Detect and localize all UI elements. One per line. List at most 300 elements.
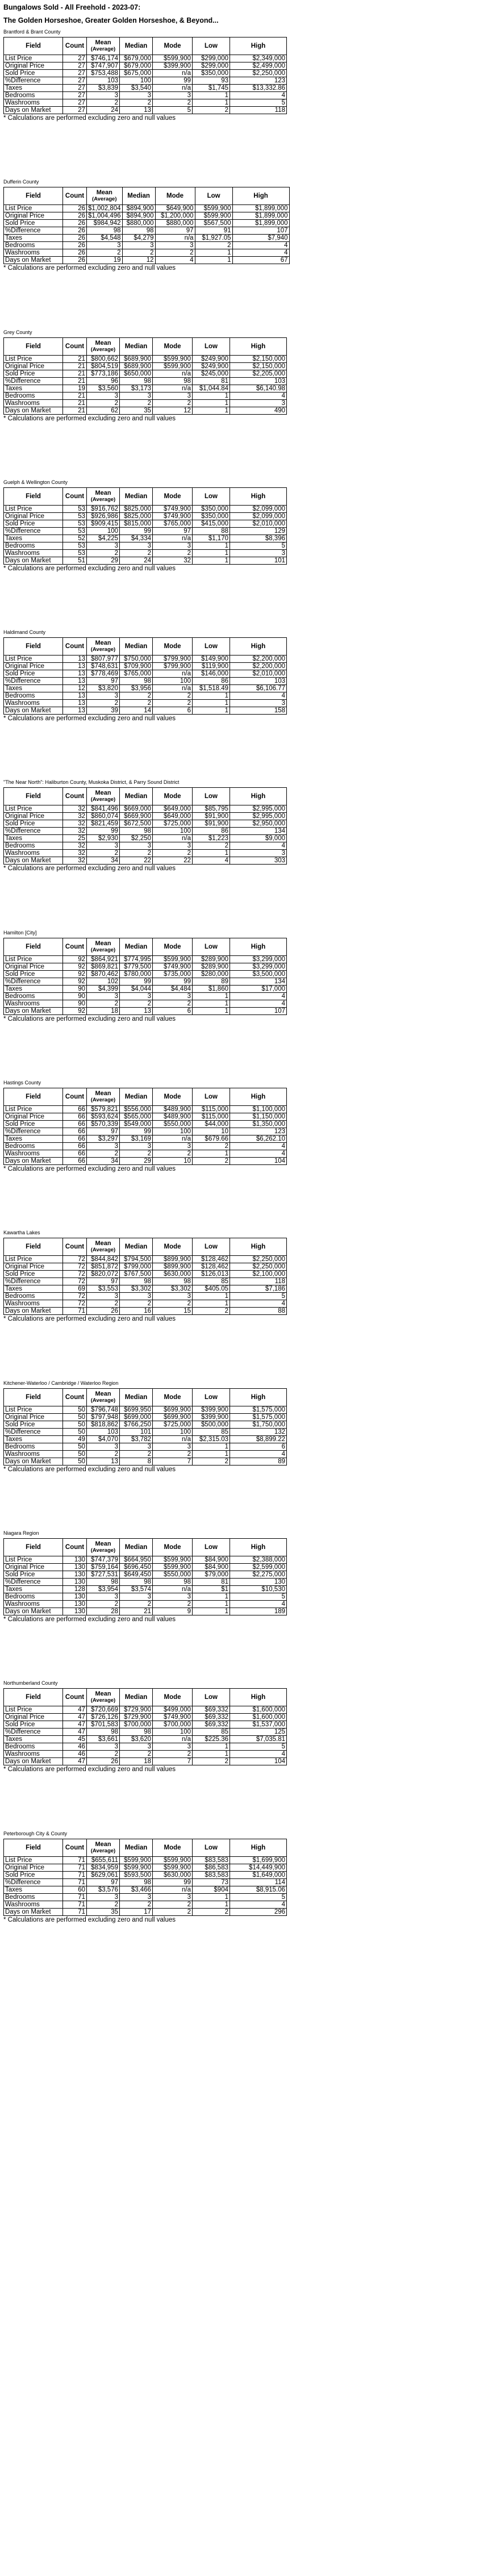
cell-low: $1,860	[193, 985, 230, 992]
cell-high: $1,649,000	[230, 1871, 287, 1878]
header-median: Median	[120, 788, 153, 805]
cell-mode: 98	[153, 1578, 193, 1585]
cell-field: List Price	[4, 505, 63, 512]
cell-low: $904	[193, 1886, 230, 1893]
cell-mode: 100	[153, 1428, 193, 1435]
cell-mean: 19	[87, 257, 123, 264]
table-row	[4, 212, 290, 220]
cell-high: 4	[230, 842, 287, 850]
cell-count: 26	[63, 220, 87, 227]
cell-high: $14,449,900	[230, 1864, 287, 1871]
cell-field: Bedrooms	[4, 542, 63, 549]
cell-low: $126,013	[193, 1271, 230, 1278]
cell-mean: 3	[87, 542, 120, 549]
cell-count: 50	[63, 1443, 87, 1450]
cell-field: Taxes	[4, 535, 63, 542]
cell-low: 1	[193, 549, 230, 557]
cell-field: Washrooms	[4, 249, 63, 257]
cell-count: 72	[63, 1256, 87, 1263]
cell-field: Bedrooms	[4, 392, 63, 399]
region-section	[3, 29, 485, 176]
cell-high: 3	[230, 399, 287, 407]
header-low: Low	[195, 187, 232, 205]
cell-mean: 96	[87, 377, 120, 385]
cell-mode: 99	[153, 77, 193, 85]
cell-low: 1	[193, 1743, 230, 1751]
header-mean-label: Mean	[95, 940, 111, 947]
cell-low: 85	[193, 1729, 230, 1736]
cell-mean: $796,748	[87, 1406, 120, 1413]
cell-field: Original Price	[4, 1113, 63, 1121]
region-section	[3, 1831, 485, 1978]
cell-count: 26	[63, 212, 87, 220]
cell-mode: $489,900	[153, 1106, 193, 1113]
stats-table	[3, 1688, 287, 1765]
table-header-row	[4, 1689, 287, 1706]
cell-field: List Price	[4, 656, 63, 663]
cell-count: 46	[63, 1751, 87, 1758]
header-mode: Mode	[153, 638, 193, 656]
cell-mode: 2	[153, 692, 193, 700]
cell-mode: 6	[153, 707, 193, 715]
cell-mode: $899,900	[153, 1256, 193, 1263]
cell-low: 1	[193, 1293, 230, 1300]
cell-mean: $807,977	[87, 656, 120, 663]
cell-high: 132	[230, 1428, 287, 1435]
cell-median: $700,000	[120, 1721, 153, 1729]
page-title: Bungalows Sold - All Freehold - 2023-07:	[3, 3, 141, 11]
cell-low: $350,000	[193, 512, 230, 520]
cell-low: $299,000	[193, 55, 230, 62]
cell-mean: $834,959	[87, 1864, 120, 1871]
cell-median: 3	[120, 542, 153, 549]
cell-mode: 97	[155, 227, 195, 235]
cell-median: 3	[120, 1593, 153, 1600]
cell-mode: 9	[153, 1608, 193, 1615]
cell-median: 2	[120, 1751, 153, 1758]
header-mean	[87, 337, 120, 355]
table-header-row	[4, 938, 287, 955]
cell-mode: $599,900	[153, 955, 193, 963]
cell-median: 98	[120, 1278, 153, 1285]
cell-count: 32	[63, 813, 87, 820]
header-field: Field	[4, 938, 63, 955]
cell-high: 490	[230, 407, 287, 414]
cell-median: 2	[120, 1901, 153, 1908]
region-name: Northumberland County	[3, 1680, 58, 1686]
cell-mode: $599,900	[153, 362, 193, 370]
header-mode: Mode	[153, 37, 193, 55]
cell-mean: $844,842	[87, 1256, 120, 1263]
table-row	[4, 99, 287, 107]
cell-field: Days on Market	[4, 1158, 63, 1165]
cell-field: Washrooms	[4, 1751, 63, 1758]
table-row	[4, 512, 287, 520]
header-low: Low	[193, 487, 230, 505]
table-row	[4, 55, 287, 62]
cell-mode: 2	[153, 1150, 193, 1158]
cell-field: Original Price	[4, 512, 63, 520]
cell-median: $679,000	[120, 62, 153, 70]
cell-count: 71	[63, 1908, 87, 1915]
cell-median: 3	[122, 242, 155, 249]
cell-low: 1	[193, 1300, 230, 1308]
header-high: High	[230, 788, 287, 805]
cell-count: 13	[63, 678, 87, 685]
cell-median: 17	[120, 1908, 153, 1915]
header-mean-sub: (Average)	[90, 1547, 116, 1554]
cell-mode: $649,000	[153, 805, 193, 813]
header-median: Median	[120, 1388, 153, 1406]
table-row	[4, 1563, 287, 1571]
cell-mean: 98	[87, 1729, 120, 1736]
cell-count: 13	[63, 692, 87, 700]
header-mean-label: Mean	[95, 489, 111, 496]
table-row	[4, 1893, 287, 1901]
cell-low: $1,223	[193, 835, 230, 842]
cell-mean: 3	[87, 692, 120, 700]
table-row	[4, 857, 287, 865]
table-row	[4, 542, 287, 549]
cell-high: $2,995,000	[230, 805, 287, 813]
table-row	[4, 813, 287, 820]
region-list	[3, 29, 485, 1978]
cell-field: Washrooms	[4, 399, 63, 407]
cell-median: 35	[120, 407, 153, 414]
table-row	[4, 1421, 287, 1428]
cell-median: 2	[120, 99, 153, 107]
cell-field: %Difference	[4, 1278, 63, 1285]
cell-count: 66	[63, 1106, 87, 1113]
cell-high: $1,750,000	[230, 1421, 287, 1428]
cell-median: 24	[120, 557, 153, 564]
cell-count: 53	[63, 527, 87, 535]
cell-median: $3,466	[120, 1886, 153, 1893]
table-row	[4, 820, 287, 828]
header-high: High	[230, 1088, 287, 1106]
cell-high: 158	[230, 707, 287, 715]
cell-mode: 22	[153, 857, 193, 865]
header-count: Count	[63, 37, 87, 55]
header-low: Low	[193, 37, 230, 55]
cell-mean: 3	[87, 1893, 120, 1901]
cell-field: Bedrooms	[4, 242, 63, 249]
cell-median: $894,900	[122, 205, 155, 212]
cell-count: 13	[63, 656, 87, 663]
cell-count: 27	[63, 99, 87, 107]
cell-count: 66	[63, 1135, 87, 1143]
cell-count: 92	[63, 978, 87, 985]
cell-mean: $3,839	[87, 85, 120, 92]
calculation-note: * Calculations are performed excluding zero and null values	[3, 115, 176, 122]
table-row	[4, 805, 287, 813]
cell-count: 45	[63, 1736, 87, 1743]
table-row	[4, 1706, 287, 1714]
table-row	[4, 1864, 287, 1871]
cell-field: Days on Market	[4, 1007, 63, 1014]
cell-mode: 3	[153, 392, 193, 399]
header-high: High	[230, 1538, 287, 1556]
cell-median: 16	[120, 1308, 153, 1315]
cell-median: 3	[120, 92, 153, 99]
header-mode: Mode	[153, 1839, 193, 1856]
header-mean	[87, 187, 123, 205]
table-row	[4, 62, 287, 70]
region-section	[3, 179, 485, 326]
cell-high: $13,332.86	[230, 85, 287, 92]
cell-field: %Difference	[4, 978, 63, 985]
cell-median: 2	[120, 1300, 153, 1308]
cell-low: $399,900	[193, 1413, 230, 1421]
cell-low: 10	[193, 1128, 230, 1135]
cell-median: $3,574	[120, 1585, 153, 1593]
cell-mode: 2	[153, 1000, 193, 1007]
cell-count: 50	[63, 1428, 87, 1435]
cell-median: 2	[120, 700, 153, 707]
header-mean-label: Mean	[95, 1840, 111, 1848]
table-row	[4, 107, 287, 114]
calculation-note: * Calculations are performed excluding zero and null values	[3, 715, 176, 723]
cell-low: 1	[193, 542, 230, 549]
cell-mean: $3,820	[87, 685, 120, 692]
table-header-row	[4, 788, 287, 805]
header-mode: Mode	[153, 1088, 193, 1106]
cell-mean: 98	[87, 1578, 120, 1585]
cell-mean: 103	[87, 77, 120, 85]
cell-count: 13	[63, 707, 87, 715]
region-section	[3, 479, 485, 627]
cell-mode: 98	[153, 1278, 193, 1285]
table-row	[4, 557, 287, 564]
table-row	[4, 692, 287, 700]
cell-field: Days on Market	[4, 1308, 63, 1315]
cell-high: 4	[230, 392, 287, 399]
header-median: Median	[122, 187, 155, 205]
cell-mode: n/a	[153, 685, 193, 692]
header-field: Field	[4, 638, 63, 656]
cell-mean: $747,907	[87, 62, 120, 70]
header-mean	[87, 638, 120, 656]
calculation-note: * Calculations are performed excluding zero and null values	[3, 1466, 176, 1473]
cell-low: $79,000	[193, 1571, 230, 1578]
cell-count: 21	[63, 355, 87, 362]
cell-field: %Difference	[4, 227, 63, 235]
cell-low: $289,900	[193, 955, 230, 963]
cell-median: 3	[120, 1743, 153, 1751]
cell-median: 18	[120, 1758, 153, 1765]
cell-low: 1	[193, 1007, 230, 1014]
table-row	[4, 1406, 287, 1413]
cell-mean: $701,583	[87, 1721, 120, 1729]
cell-count: 21	[63, 407, 87, 414]
cell-mode: 7	[153, 1458, 193, 1465]
cell-field: Days on Market	[4, 1758, 63, 1765]
cell-high: 4	[230, 1450, 287, 1458]
header-mean-label: Mean	[95, 339, 111, 346]
cell-field: Taxes	[4, 385, 63, 392]
header-mean	[87, 1839, 120, 1856]
cell-mean: 97	[87, 678, 120, 685]
cell-field: Washrooms	[4, 99, 63, 107]
cell-median: 14	[120, 707, 153, 715]
table-row	[4, 1736, 287, 1743]
cell-field: Days on Market	[4, 1908, 63, 1915]
cell-mode: $630,000	[153, 1871, 193, 1878]
cell-mean: $655,611	[87, 1856, 120, 1864]
cell-median: $565,000	[120, 1113, 153, 1121]
cell-high: $2,950,000	[230, 820, 287, 828]
cell-mode: 2	[153, 1901, 193, 1908]
cell-mean: $3,553	[87, 1285, 120, 1293]
cell-median: 2	[120, 549, 153, 557]
cell-mean: 3	[87, 242, 123, 249]
cell-mean: $818,862	[87, 1421, 120, 1428]
cell-count: 19	[63, 385, 87, 392]
calculation-note: * Calculations are performed excluding zero and null values	[3, 1316, 176, 1323]
region-section	[3, 930, 485, 1077]
cell-mean: 2	[87, 1000, 120, 1007]
header-mean	[87, 1388, 120, 1406]
header-mean-label: Mean	[95, 39, 111, 46]
cell-median: 98	[120, 1878, 153, 1886]
cell-low: 1	[193, 700, 230, 707]
cell-field: Sold Price	[4, 1421, 63, 1428]
cell-count: 66	[63, 1150, 87, 1158]
cell-field: Sold Price	[4, 970, 63, 978]
cell-median: $825,000	[120, 505, 153, 512]
cell-mean: 2	[87, 549, 120, 557]
stats-table	[3, 487, 287, 565]
cell-mean: 2	[87, 399, 120, 407]
cell-high: 5	[230, 1743, 287, 1751]
cell-mode: $599,900	[153, 1856, 193, 1864]
cell-count: 60	[63, 1886, 87, 1893]
region-name: Brantford & Brant County	[3, 29, 61, 35]
cell-low: 2	[193, 1308, 230, 1315]
cell-high: 4	[230, 92, 287, 99]
cell-low: $249,900	[193, 355, 230, 362]
cell-median: $689,900	[120, 355, 153, 362]
cell-mode: 2	[153, 1600, 193, 1608]
table-row	[4, 955, 287, 963]
cell-mean: $3,560	[87, 385, 120, 392]
cell-field: Taxes	[4, 85, 63, 92]
cell-median: 2	[120, 692, 153, 700]
header-low: Low	[193, 1839, 230, 1856]
cell-median: $593,500	[120, 1871, 153, 1878]
cell-count: 90	[63, 985, 87, 992]
header-high: High	[230, 37, 287, 55]
cell-field: Sold Price	[4, 1871, 63, 1878]
cell-field: Bedrooms	[4, 992, 63, 1000]
cell-count: 32	[63, 850, 87, 857]
cell-median: $3,302	[120, 1285, 153, 1293]
cell-mean: 2	[87, 1751, 120, 1758]
cell-mode: n/a	[153, 70, 193, 77]
cell-low: 1	[195, 257, 232, 264]
cell-count: 90	[63, 1000, 87, 1007]
header-low: Low	[193, 337, 230, 355]
cell-median: $599,900	[120, 1856, 153, 1864]
cell-mean: 3	[87, 1143, 120, 1150]
cell-mean: 18	[87, 1007, 120, 1014]
cell-median: 2	[120, 1600, 153, 1608]
cell-low: 81	[193, 1578, 230, 1585]
calculation-note: * Calculations are performed excluding zero and null values	[3, 1766, 176, 1773]
table-row	[4, 707, 287, 715]
cell-field: Washrooms	[4, 700, 63, 707]
header-field: Field	[4, 37, 63, 55]
cell-field: Bedrooms	[4, 1893, 63, 1901]
table-row	[4, 370, 287, 377]
cell-high: 89	[230, 1458, 287, 1465]
cell-count: 66	[63, 1158, 87, 1165]
cell-median: $774,995	[120, 955, 153, 963]
cell-count: 13	[63, 700, 87, 707]
cell-high: 4	[230, 1600, 287, 1608]
cell-high: $1,600,000	[230, 1706, 287, 1714]
table-row	[4, 1901, 287, 1908]
cell-low: $1,518.49	[193, 685, 230, 692]
region-section	[3, 779, 485, 926]
cell-low: 1	[193, 407, 230, 414]
cell-median: $679,000	[120, 55, 153, 62]
cell-mode: $599,900	[153, 1864, 193, 1871]
cell-field: Washrooms	[4, 1600, 63, 1608]
table-row	[4, 1571, 287, 1578]
header-mean-label: Mean	[95, 1690, 111, 1698]
cell-mode: n/a	[153, 1585, 193, 1593]
table-row	[4, 1871, 287, 1878]
stats-table	[3, 37, 287, 114]
cell-high: $10,530	[230, 1585, 287, 1593]
cell-field: List Price	[4, 1106, 63, 1113]
header-mode: Mode	[153, 1538, 193, 1556]
cell-median: $729,900	[120, 1706, 153, 1714]
cell-median: 3	[120, 992, 153, 1000]
cell-mean: 29	[87, 557, 120, 564]
cell-low: $245,000	[193, 370, 230, 377]
cell-median: 99	[120, 1128, 153, 1135]
table-row	[4, 656, 287, 663]
cell-mean: 2	[87, 249, 123, 257]
cell-low: $128,462	[193, 1263, 230, 1271]
cell-high: $1,600,000	[230, 1714, 287, 1721]
region-section	[3, 1080, 485, 1227]
table-row	[4, 850, 287, 857]
cell-median: 13	[120, 1007, 153, 1014]
cell-low: 1	[193, 1450, 230, 1458]
cell-high: $1,100,000	[230, 1106, 287, 1113]
header-field: Field	[4, 1388, 63, 1406]
cell-mean: $3,297	[87, 1135, 120, 1143]
cell-low: 93	[193, 77, 230, 85]
cell-high: $1,537,000	[230, 1721, 287, 1729]
region-name: Haldimand County	[3, 629, 46, 636]
cell-low: $415,000	[193, 520, 230, 527]
cell-mean: $870,462	[87, 970, 120, 978]
region-name: Kitchener-Waterloo / Cambridge / Waterloo Region	[3, 1380, 119, 1386]
cell-mode: 3	[155, 242, 195, 249]
cell-mode: 100	[153, 1729, 193, 1736]
cell-high: $2,099,000	[230, 512, 287, 520]
cell-median: $880,000	[122, 220, 155, 227]
header-field: Field	[4, 1538, 63, 1556]
cell-mean: $3,576	[87, 1886, 120, 1893]
cell-low: 81	[193, 377, 230, 385]
cell-low: $2,315.03	[193, 1435, 230, 1443]
cell-low: 1	[193, 692, 230, 700]
